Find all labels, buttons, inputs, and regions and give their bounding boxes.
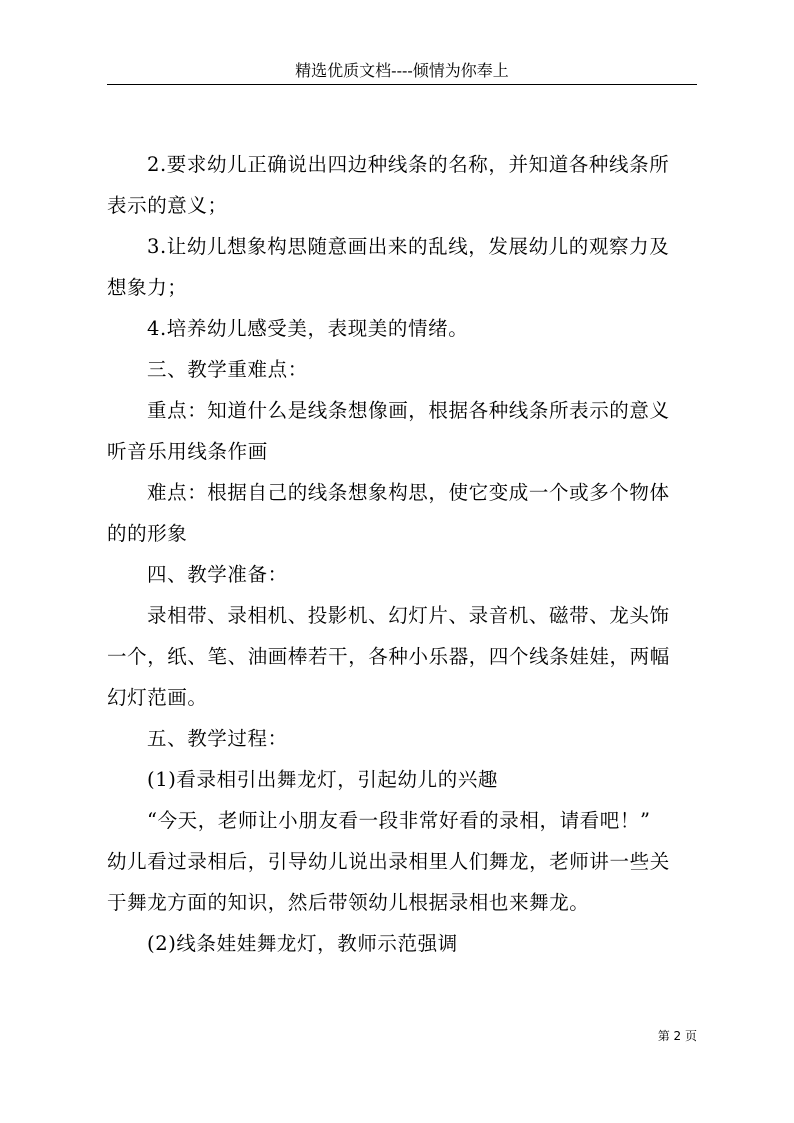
text-line: 3.让幼儿想象构思随意画出来的乱线，发展幼儿的观察力及 (147, 235, 670, 258)
text-line: 幻灯范画。 (107, 686, 208, 709)
text-line: 一个，纸、笔、油画棒若干，各种小乐器，四个线条娃娃，两幅 (107, 645, 670, 668)
text-line: 重点：知道什么是线条想像画，根据各种线条所表示的意义 (147, 399, 670, 422)
text-line: 听音乐用线条作画 (107, 440, 268, 463)
text-line: 五、教学过程： (147, 727, 288, 750)
text-line: 2.要求幼儿正确说出四边种线条的名称，并知道各种线条所 (147, 153, 670, 176)
text-line: 4.培养幼儿感受美，表现美的情绪。 (147, 317, 469, 340)
text-line: 三、教学重难点： (147, 358, 308, 381)
text-line: 四、教学准备： (147, 563, 288, 586)
text-line: 想象力； (107, 276, 188, 299)
text-line: 幼儿看过录相后，引导幼儿说出录相里人们舞龙，老师讲一些关 (107, 850, 670, 873)
text-line: 的的形象 (107, 522, 188, 545)
page-number: 第 2 页 (657, 1029, 697, 1043)
text-line: (1)看录相引出舞龙灯，引起幼儿的兴趣 (147, 768, 499, 791)
text-line: 表示的意义； (107, 194, 228, 217)
text-line: “今天，老师让小朋友看一段非常好看的录相，请看吧！” (147, 809, 651, 832)
text-line: (2)线条娃娃舞龙灯，教师示范强调 (147, 932, 458, 955)
page-header: 精选优质文档----倾情为你奉上 (295, 61, 509, 80)
text-line: 录相带、录相机、投影机、幻灯片、录音机、磁带、龙头饰 (147, 604, 670, 627)
document-body (107, 144, 697, 964)
header-divider (107, 84, 697, 85)
text-line: 难点：根据自己的线条想象构思，使它变成一个或多个物体 (147, 481, 670, 504)
text-line: 于舞龙方面的知识，然后带领幼儿根据录相也来舞龙。 (107, 891, 590, 914)
